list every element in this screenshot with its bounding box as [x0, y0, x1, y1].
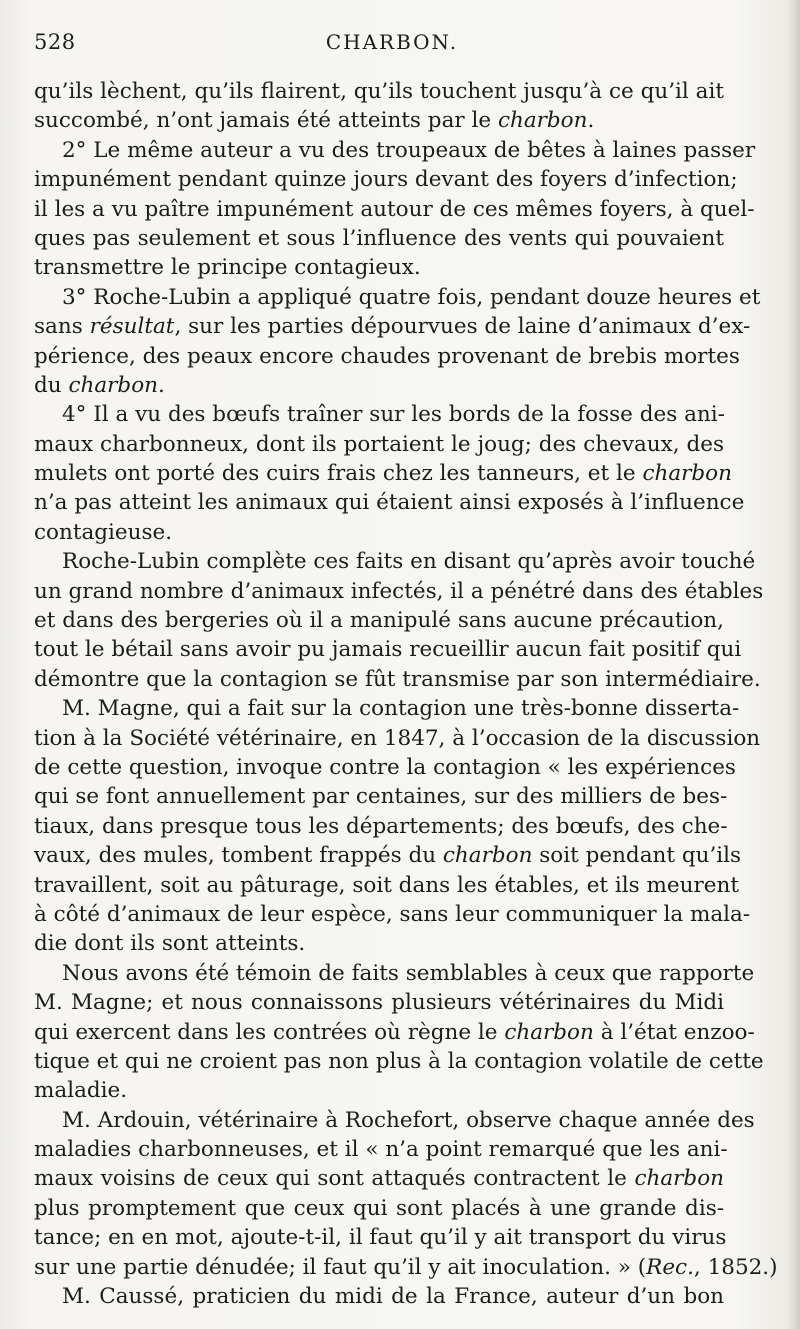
text-line: travaillent, soit au pâturage, soit dans les étables, et ils meurent: [34, 872, 739, 898]
text-line: 3° Roche-Lubin a appliqué quatre fois, pendant douze heures et: [62, 284, 761, 310]
page-number: 528: [34, 30, 76, 54]
text-line: mulets ont porté des cuirs frais chez les tanneurs, et le charbon: [34, 461, 732, 487]
text-line: à côté d’animaux de leur espèce, sans leur communiquer la mala-: [34, 901, 751, 927]
text-line: du charbon.: [34, 372, 165, 398]
text-line: démontre que la contagion se fût transmise par son intermédiaire.: [34, 666, 761, 692]
text-line: transmettre le principe contagieux.: [34, 255, 421, 281]
text-line: périence, des peaux encore chaudes provenant de brebis mortes: [34, 343, 740, 369]
text-line: M. Magne, qui a fait sur la contagion une très-bonne disserta-: [62, 696, 740, 722]
text-line: tiaux, dans presque tous les départements; des bœufs, des che-: [34, 813, 728, 839]
body-text: [34, 77, 778, 1311]
text-line: M. Ardouin, vétérinaire à Rochefort, observe chaque année des: [62, 1107, 755, 1133]
text-line: tique et qui ne croient pas non plus à la contagion volatile de cette: [34, 1048, 764, 1074]
text-line: 2° Le même auteur a vu des troupeaux de bêtes à laines passer: [62, 137, 756, 163]
text-line: sur une partie dénudée; il faut qu’il y ait inoculation. » (Rec., 1852.): [34, 1254, 778, 1280]
text-line: un grand nombre d’animaux infectés, il a pénétré dans des étables: [34, 578, 764, 604]
text-line: et dans des bergeries où il a manipulé sans aucune précaution,: [34, 608, 724, 634]
page-header: [34, 30, 720, 62]
text-line: qui exercent dans les contrées où règne le charbon à l’état enzoo-: [34, 1019, 755, 1045]
text-line: vaux, des mules, tombent frappés du charbon soit pendant qu’ils: [34, 843, 742, 869]
text-line: impunément pendant quinze jours devant des foyers d’infection;: [34, 167, 738, 193]
text-line: 4° Il a vu des bœufs traîner sur les bords de la fosse des ani-: [62, 402, 725, 428]
text-line: n’a pas atteint les animaux qui étaient ainsi exposés à l’influence: [34, 490, 745, 516]
text-line: die dont ils sont atteints.: [34, 931, 306, 957]
text-line: M. Caussé, praticien du midi de la France, auteur d’un bon: [62, 1284, 724, 1310]
text-line: contagieuse.: [34, 519, 173, 545]
text-line: maladie.: [34, 1078, 128, 1104]
text-line: Nous avons été témoin de faits semblables à ceux que rapporte: [62, 960, 755, 986]
text-line: qui se font annuellement par centaines, sur des milliers de bes-: [34, 784, 728, 810]
text-line: tance; en en mot, ajoute-t-il, il faut qu’il y ait transport du virus: [34, 1225, 727, 1251]
text-line: succombé, n’ont jamais été atteints par le charbon.: [34, 108, 595, 134]
text-line: plus promptement que ceux qui sont placés à une grande dis-: [34, 1195, 724, 1221]
text-line: ques pas seulement et sous l’influence des vents qui pouvaient: [34, 225, 724, 251]
text-line: tion à la Société vétérinaire, en 1847, à l’occasion de la discussion: [34, 725, 761, 751]
text-line: maladies charbonneuses, et il « n’a point remarqué que les ani-: [34, 1137, 728, 1163]
text-line: qu’ils lèchent, qu’ils flairent, qu’ils touchent jusqu’à ce qu’il ait: [34, 79, 724, 104]
text-line: tout le bétail sans avoir pu jamais recueillir aucun fait positif qui: [34, 637, 742, 663]
running-head: CHARBON.: [325, 30, 459, 54]
text-line: maux voisins de ceux qui sont attaqués contractent le charbon: [34, 1166, 724, 1192]
text-line: de cette question, invoque contre la contagion « les expériences: [34, 754, 736, 780]
text-line: maux charbonneux, dont ils portaient le joug; des chevaux, des: [34, 431, 724, 457]
text-line: M. Magne; et nous connaissons plusieurs vétérinaires du Midi: [34, 990, 724, 1016]
text-line: sans résultat, sur les parties dépourvues de laine d’animaux d’ex-: [34, 314, 751, 340]
text-line: il les a vu paître impunément autour de ces mêmes foyers, à quel-: [34, 196, 755, 222]
page-edge-shadow: [786, 0, 800, 1329]
text-line: Roche-Lubin complète ces faits en disant qu’après avoir touché: [62, 549, 756, 575]
